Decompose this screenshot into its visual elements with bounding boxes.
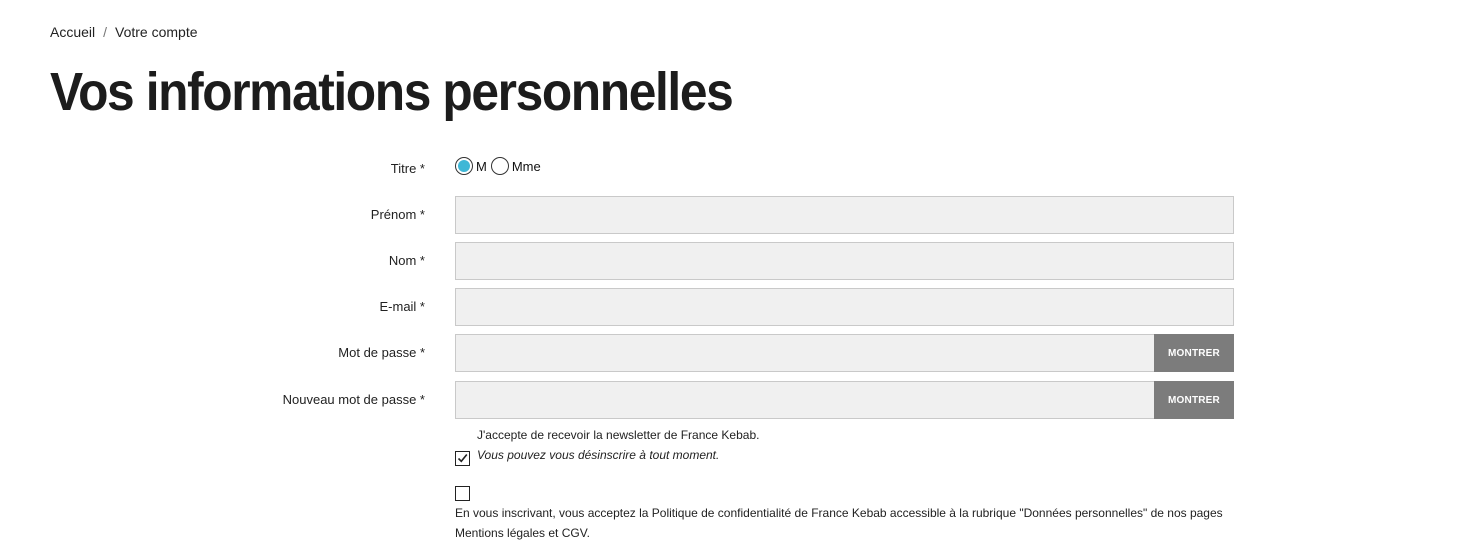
privacy-checkbox[interactable] xyxy=(455,486,470,501)
breadcrumb-separator: / xyxy=(103,24,108,40)
page-title: Vos informations personnelles xyxy=(50,62,733,122)
title-label: Titre * xyxy=(390,161,425,176)
show-password-button[interactable]: MONTRER xyxy=(1154,334,1234,372)
newsletter-checkbox[interactable] xyxy=(455,451,470,466)
show-new-password-button[interactable]: MONTRER xyxy=(1154,381,1234,419)
new-password-label: Nouveau mot de passe * xyxy=(282,392,425,407)
email-label: E-mail * xyxy=(379,299,425,314)
title-radio-group xyxy=(455,157,545,175)
email-field[interactable] xyxy=(455,288,1234,326)
privacy-consent-text: En vous inscrivant, vous acceptez la Politique de confidentialité de France Kebab accessible à la rubrique "Données personnelles" de nos pages Mentions légales et CGV. xyxy=(455,506,1223,540)
newsletter-text: J'accepte de recevoir la newsletter de France Kebab. xyxy=(477,428,760,442)
radio-selected-dot xyxy=(458,160,470,172)
firstname-label: Prénom * xyxy=(370,207,425,222)
radio-mme[interactable] xyxy=(491,157,509,175)
breadcrumb-home-link[interactable]: Accueil xyxy=(50,24,96,40)
lastname-label: Nom * xyxy=(388,253,425,268)
radio-mme-label[interactable]: Mme xyxy=(511,158,541,174)
lastname-field[interactable] xyxy=(455,242,1234,280)
new-password-field[interactable] xyxy=(455,381,1155,419)
firstname-field[interactable] xyxy=(455,196,1234,234)
breadcrumb xyxy=(50,24,198,40)
password-field[interactable] xyxy=(455,334,1155,372)
newsletter-note: Vous pouvez vous désinscrire à tout moment. xyxy=(477,448,720,462)
breadcrumb-current: Votre compte xyxy=(115,24,198,40)
radio-m-label[interactable]: M xyxy=(476,158,487,174)
password-label: Mot de passe * xyxy=(338,345,425,360)
radio-m[interactable] xyxy=(455,157,473,175)
check-icon xyxy=(457,453,468,464)
